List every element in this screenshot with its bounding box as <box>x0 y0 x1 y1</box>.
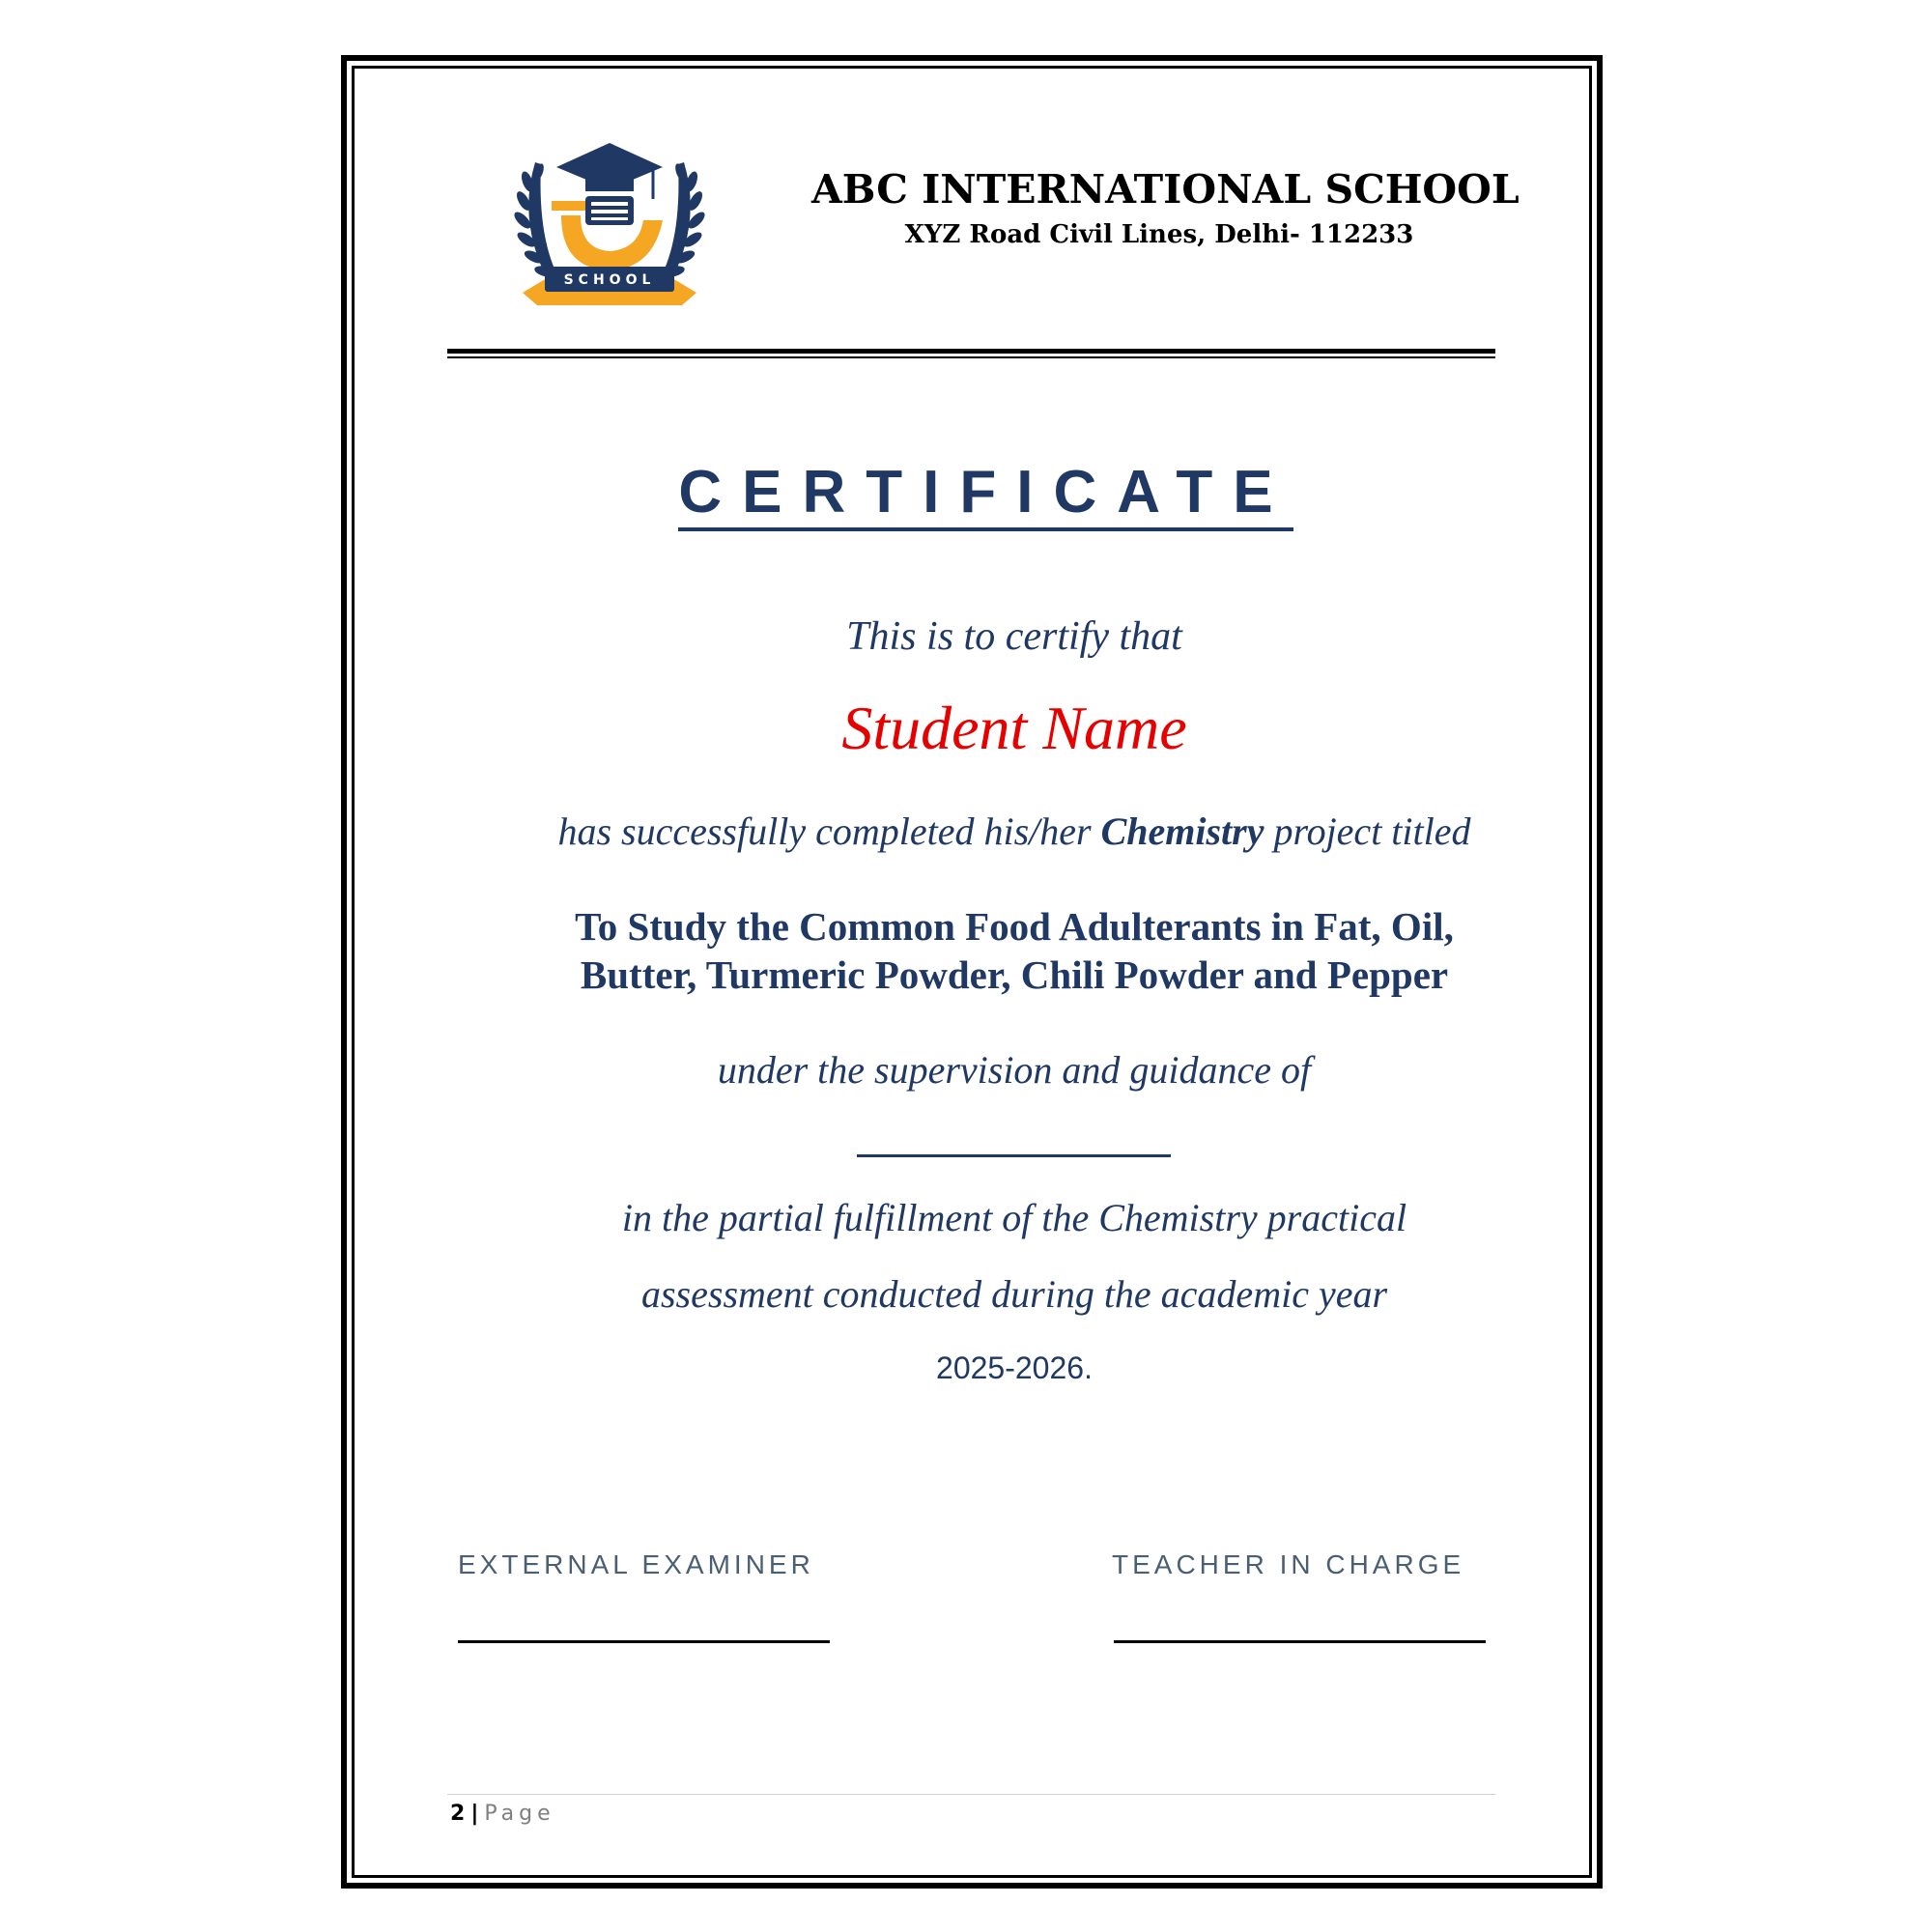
completion-suffix: project titled <box>1273 810 1471 853</box>
teacher-in-charge-signature-line <box>1114 1640 1486 1643</box>
external-examiner-label: EXTERNAL EXAMINER <box>458 1549 814 1579</box>
page-number: 2 <box>450 1802 466 1826</box>
school-logo <box>508 124 711 317</box>
page-label: Page <box>484 1802 555 1826</box>
project-title <box>483 902 1546 999</box>
header-divider-thin <box>447 356 1495 358</box>
footer-divider <box>447 1794 1495 1795</box>
certify-intro: This is to certify that <box>846 614 1182 659</box>
header-divider-thick <box>447 349 1495 354</box>
teacher-in-charge-label: TEACHER IN CHARGE <box>1112 1549 1465 1579</box>
school-address: XYZ Road Civil Lines, Delhi- 112233 <box>904 220 1414 249</box>
project-title-line-1: To Study the Common Food Adulterants in Fat, Oil, <box>575 904 1454 949</box>
completion-prefix: has successfully completed his/her <box>557 810 1092 853</box>
subject-name: Chemistry <box>1100 810 1264 853</box>
supervisor-name-line <box>857 1154 1171 1157</box>
page-footer <box>450 1802 555 1826</box>
certificate-title <box>541 458 1410 526</box>
student-name: Student Name <box>841 694 1187 762</box>
academic-year: 2025-2026. <box>936 1350 1093 1385</box>
school-name: ABC INTERNATIONAL SCHOOL <box>811 166 1520 213</box>
external-examiner-signature-line <box>458 1640 830 1643</box>
logo-ribbon-text: SCHOOL <box>563 272 656 288</box>
completion-statement <box>483 809 1546 854</box>
assessment-statement: assessment conducted during the academic year <box>640 1272 1388 1316</box>
fulfillment-statement: in the partial fulfillment of the Chemistry practical <box>621 1196 1407 1239</box>
supervision-statement: under the supervision and guidance of <box>717 1048 1312 1092</box>
footer-separator: | <box>470 1802 479 1826</box>
project-title-line-2: Butter, Turmeric Powder, Chili Powder and Pepper <box>580 952 1449 997</box>
certificate-title-text: CERTIFICATE <box>678 459 1293 531</box>
